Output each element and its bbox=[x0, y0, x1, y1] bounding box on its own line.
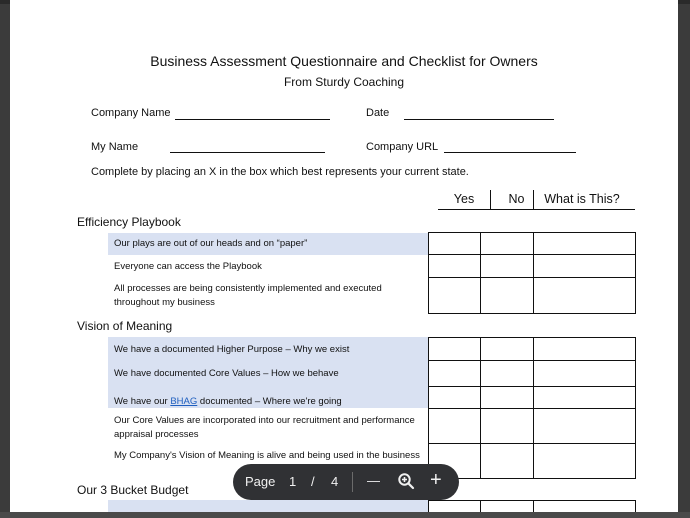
checkbox-no[interactable] bbox=[480, 277, 534, 314]
column-header-what-is-this: What is This? bbox=[544, 192, 620, 206]
checkbox-yes[interactable] bbox=[428, 254, 481, 278]
checkbox-what-is-this[interactable] bbox=[533, 337, 636, 361]
checklist-item bbox=[108, 387, 429, 408]
column-header-yes: Yes bbox=[453, 192, 475, 206]
checkbox-what-is-this[interactable] bbox=[533, 254, 636, 278]
date-label: Date bbox=[366, 107, 390, 119]
column-header-no: No bbox=[508, 192, 525, 206]
item-text: documented – Where we're going bbox=[197, 396, 342, 407]
my-name-line bbox=[170, 152, 325, 153]
date-line bbox=[404, 119, 554, 120]
checkbox-no[interactable] bbox=[480, 232, 534, 255]
page-separator: / bbox=[311, 474, 315, 489]
checklist-item: My Company's Vision of Meaning is alive and being used in the business bbox=[114, 450, 420, 461]
header-underline bbox=[438, 209, 635, 210]
magnifier-icon[interactable] bbox=[397, 472, 415, 492]
pdf-page bbox=[10, 0, 678, 518]
pdf-viewer-toolbar bbox=[233, 464, 459, 500]
bottom-strip bbox=[0, 512, 690, 518]
checkbox-yes[interactable] bbox=[428, 386, 481, 409]
checklist-item: All processes are being consistently implemented and executed throughout my business bbox=[114, 283, 382, 308]
checkbox-yes[interactable] bbox=[428, 408, 481, 444]
checkbox-no[interactable] bbox=[480, 337, 534, 361]
section-title-efficiency-playbook: Efficiency Playbook bbox=[77, 215, 181, 229]
section-title-3-bucket-budget: Our 3 Bucket Budget bbox=[77, 483, 189, 497]
checkbox-no[interactable] bbox=[480, 443, 534, 479]
checkbox-no[interactable] bbox=[480, 360, 534, 387]
my-name-label: My Name bbox=[91, 141, 139, 153]
checkbox-what-is-this[interactable] bbox=[533, 232, 636, 255]
checkbox-what-is-this[interactable] bbox=[533, 360, 636, 387]
checklist-item: We have documented Core Values – How we behave bbox=[108, 361, 429, 387]
checkbox-what-is-this[interactable] bbox=[533, 408, 636, 444]
checkbox-what-is-this[interactable] bbox=[533, 443, 636, 479]
zoom-out-button[interactable]: — bbox=[367, 473, 380, 488]
checkbox-yes[interactable] bbox=[428, 277, 481, 314]
company-url-label: Company URL bbox=[366, 141, 439, 153]
checkbox-no[interactable] bbox=[480, 386, 534, 409]
company-name-label: Company Name bbox=[91, 107, 171, 119]
header-separator bbox=[533, 190, 534, 209]
item-text: We have our bbox=[114, 396, 171, 407]
checklist-item: Everyone can access the Playbook bbox=[114, 261, 262, 272]
checkbox-yes[interactable] bbox=[428, 360, 481, 387]
section-title-vision-of-meaning: Vision of Meaning bbox=[77, 319, 173, 333]
checklist-item: Our plays are out of our heads and on “paper” bbox=[108, 233, 429, 255]
company-url-line bbox=[444, 152, 576, 153]
company-name-line bbox=[175, 119, 330, 120]
checkbox-yes[interactable] bbox=[428, 232, 481, 255]
checkbox-no[interactable] bbox=[480, 254, 534, 278]
checkbox-what-is-this[interactable] bbox=[533, 277, 636, 314]
document-title: Business Assessment Questionnaire and Checklist for Owners bbox=[150, 53, 538, 69]
instruction-text: Complete by placing an X in the box which best represents your current state. bbox=[91, 166, 469, 178]
checklist-item: We have a documented Higher Purpose – Why we exist bbox=[108, 337, 429, 361]
page-label: Page bbox=[245, 474, 276, 489]
bhag-link[interactable]: BHAG bbox=[170, 396, 198, 407]
toolbar-divider bbox=[352, 472, 353, 492]
checkbox-no[interactable] bbox=[480, 408, 534, 444]
header-separator bbox=[490, 190, 491, 209]
zoom-in-button[interactable]: + bbox=[430, 469, 442, 491]
checkbox-yes[interactable] bbox=[428, 337, 481, 361]
document-subtitle: From Sturdy Coaching bbox=[283, 75, 405, 89]
total-pages: 4 bbox=[331, 474, 339, 489]
checkbox-what-is-this[interactable] bbox=[533, 386, 636, 409]
current-page-input[interactable]: 1 bbox=[289, 474, 297, 489]
checklist-item: Our Core Values are incorporated into our recruitment and performance appraisal processes bbox=[114, 415, 415, 440]
